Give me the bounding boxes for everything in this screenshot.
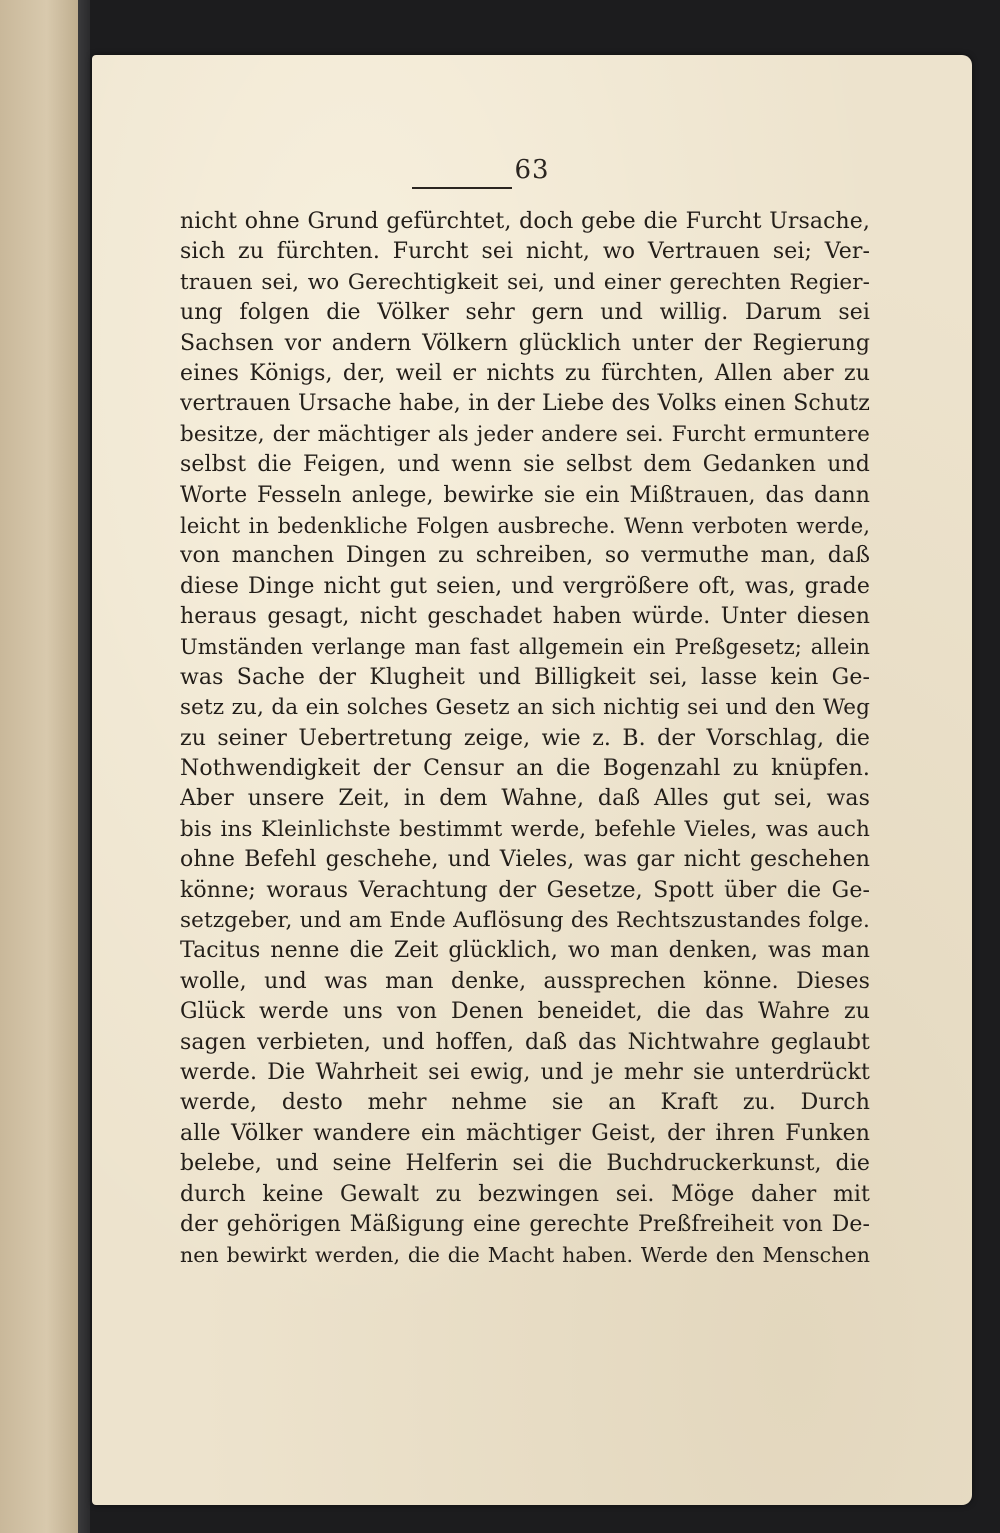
text-line: der gehörigen Mäßigung eine gerechte Preßfreiheit von De- <box>180 1211 870 1237</box>
left-page-edge <box>0 0 80 1533</box>
text-line: bis ins Kleinlichste bestimmt werde, befehle Vieles, was auch <box>180 816 870 842</box>
page-number: 63 <box>514 155 550 185</box>
text-line: Aber unsere Zeit, in dem Wahne, daß Alles gut sei, was <box>180 786 870 812</box>
book-spine <box>78 0 90 1533</box>
text-line: selbst die Feigen, und wenn sie selbst dem Gedanken und <box>180 452 870 478</box>
book-page <box>92 55 972 1505</box>
text-line: diese Dinge nicht gut seien, und vergrößere oft, was, grade <box>180 573 870 599</box>
text-line: besitze, der mächtiger als jeder andere sei. Furcht ermuntere <box>180 421 870 447</box>
text-line: Tacitus nenne die Zeit glücklich, wo man denken, was man <box>180 938 870 964</box>
text-line: nicht ohne Grund gefürchtet, doch gebe die Furcht Ursache, <box>180 209 870 234</box>
text-line: von manchen Dingen zu schreiben, so vermuthe man, daß <box>180 543 870 569</box>
text-line: nen bewirkt werden, die die Macht haben. Werde den Menschen <box>180 1243 870 1268</box>
text-line: alle Völker wandere ein mächtiger Geist, der ihren Funken <box>180 1120 870 1146</box>
text-line: ung folgen die Völker sehr gern und willig. Darum sei <box>180 300 870 326</box>
text-line: setzgeber, und am Ende Auflösung des Rechtszustandes folge. <box>180 907 870 933</box>
text-line: Nothwendigkeit der Censur an die Bogenzahl zu knüpfen. <box>180 756 870 782</box>
text-line: werde. Die Wahrheit sei ewig, und je mehr sie unterdrückt <box>180 1059 870 1085</box>
text-line: eines Königs, der, weil er nichts zu fürchten, Allen aber zu <box>180 360 870 386</box>
text-line: Worte Fesseln anlege, bewirke sie ein Mißtrauen, das dann <box>180 482 870 508</box>
text-line: Glück werde uns von Denen beneidet, die das Wahre zu <box>180 999 870 1025</box>
text-line: belebe, und seine Helferin sei die Buchdruckerkunst, die <box>180 1151 870 1177</box>
header-rule <box>412 187 512 189</box>
text-line: vertrauen Ursache habe, in der Liebe des Volks einen Schutz <box>180 391 870 417</box>
text-line: durch keine Gewalt zu bezwingen sei. Möge daher mit <box>180 1181 870 1207</box>
text-line: zu seiner Uebertretung zeige, wie z. B. der Vorschlag, die <box>180 725 870 751</box>
text-line: setz zu, da ein solches Gesetz an sich nichtig sei und den Weg <box>180 695 870 721</box>
text-line: trauen sei, wo Gerechtigkeit sei, und einer gerechten Regier- <box>180 269 870 295</box>
text-line: Umständen verlange man fast allgemein ein Preßgesetz; allein <box>180 635 870 660</box>
text-line: heraus gesagt, nicht geschadet haben würde. Unter diesen <box>180 604 870 630</box>
text-line: sich zu fürchten. Furcht sei nicht, wo Vertrauen sei; Ver- <box>180 239 870 265</box>
text-line: was Sache der Klugheit und Billigkeit sei, lasse kein Ge- <box>180 664 870 690</box>
text-line: könne; woraus Verachtung der Gesetze, Spott über die Ge- <box>180 877 870 903</box>
text-line: werde, desto mehr nehme sie an Kraft zu. Durch <box>180 1090 870 1116</box>
text-line: leicht in bedenkliche Folgen ausbreche. Wenn verboten werde, <box>180 513 870 538</box>
body-text <box>180 207 870 1271</box>
text-line: sagen verbieten, und hoffen, daß das Nichtwahre geglaubt <box>180 1029 870 1055</box>
text-line: ohne Befehl geschehe, und Vieles, was gar nicht geschehen <box>180 847 870 873</box>
text-line: Sachsen vor andern Völkern glücklich unter der Regierung <box>180 330 870 356</box>
text-line: wolle, und was man denke, aussprechen könne. Dieses <box>180 968 870 994</box>
